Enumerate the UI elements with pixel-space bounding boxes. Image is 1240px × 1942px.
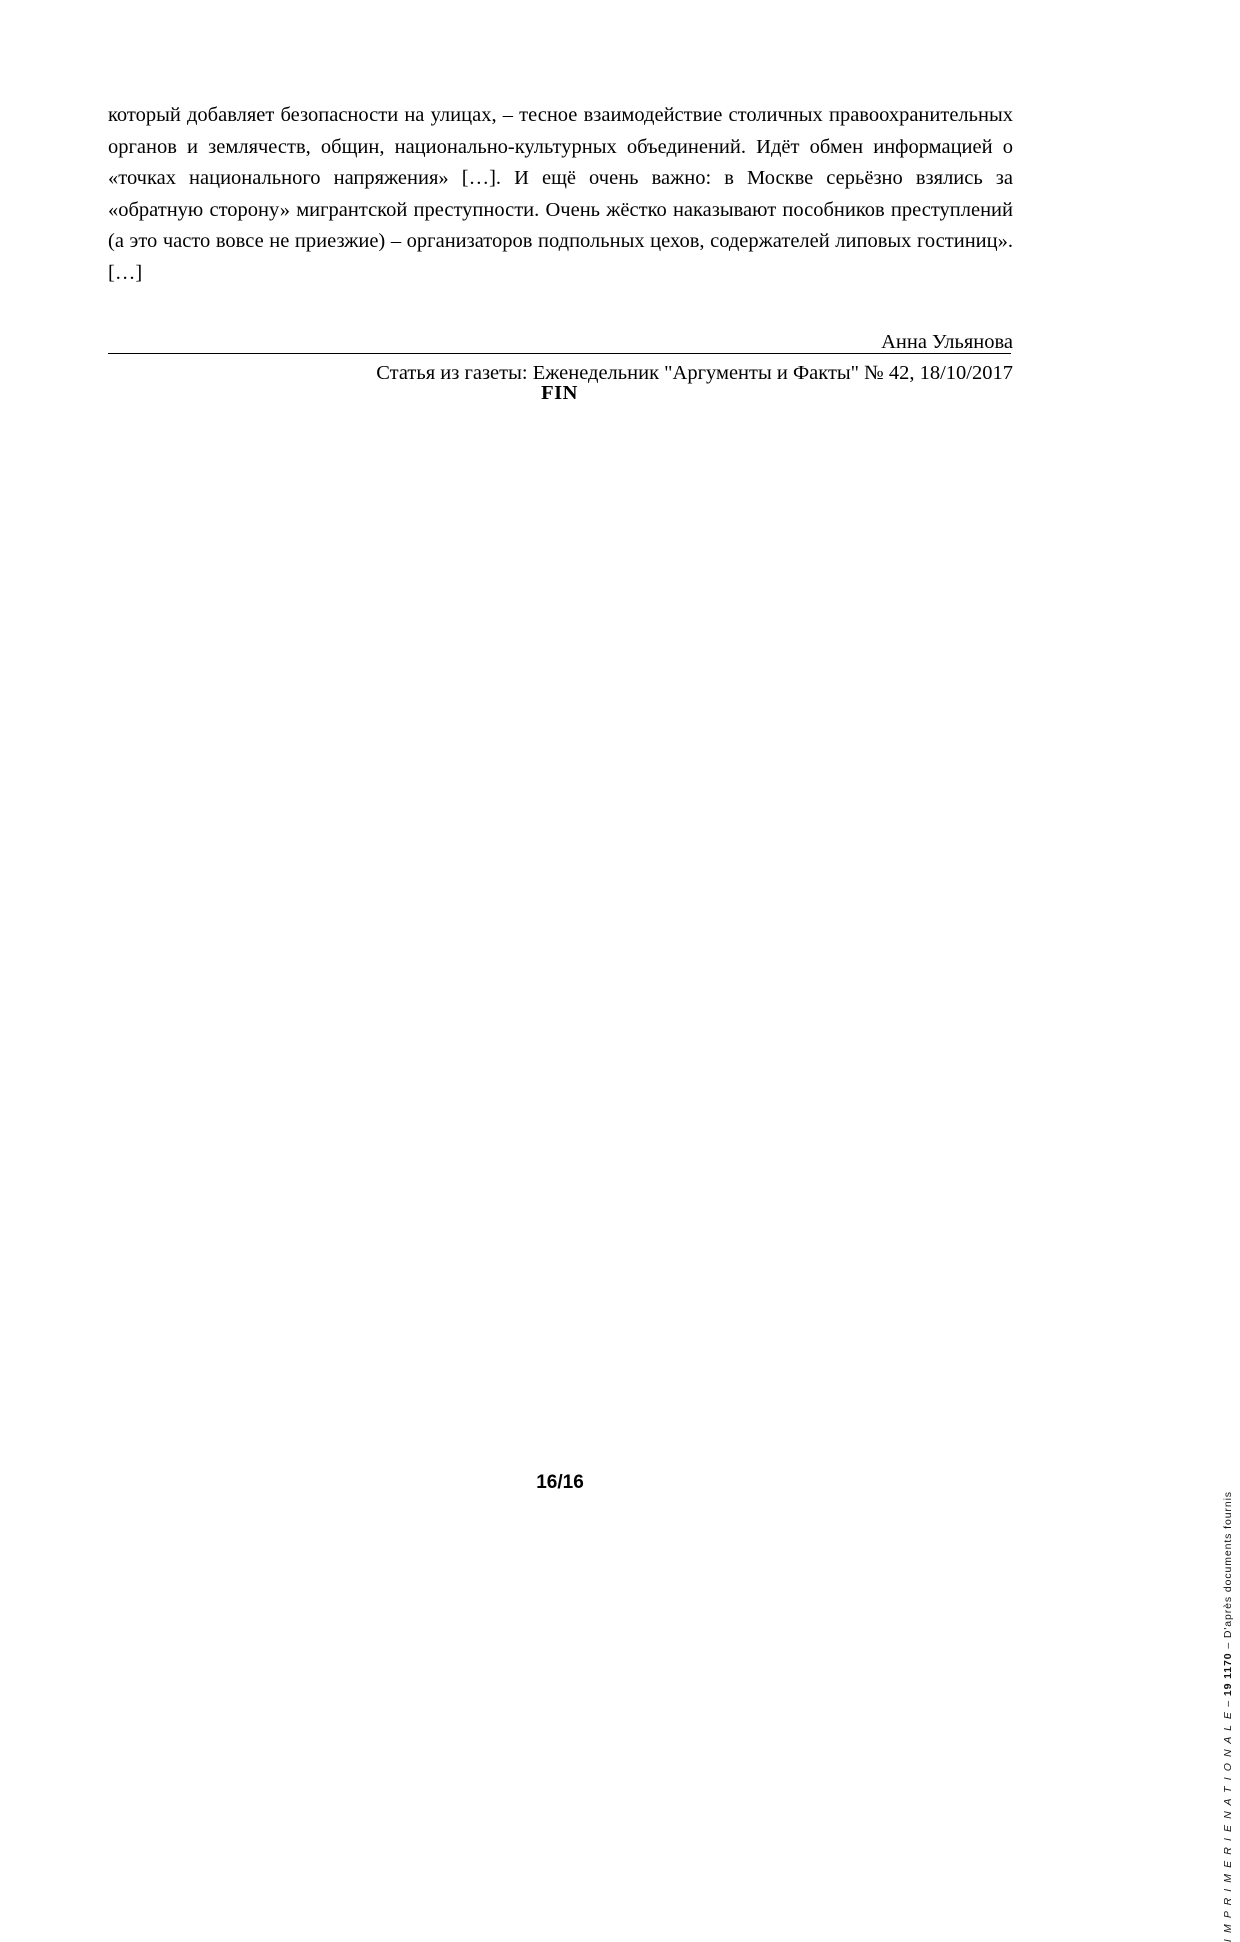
side-note-separator: – — [1222, 1696, 1234, 1711]
source-citation: Статья из газеты: Еженедельник "Аргументы и Факты" № 42, 18/10/2017 — [376, 362, 1013, 385]
printer-side-note — [1222, 1491, 1234, 1942]
body-paragraph: который добавляет безопасности на улицах, – тесное взаимодействие столичных правоохранительных органов и землячеств, общин, национально-культурных объединений. Идёт обмен информацией о «точках национального напряжения» […]. И ещё очень важно: в Москве серьёзно взялись за «обратную сторону» мигрантской преступности. Очень жёстко наказывают пособников преступлений (а это часто вовсе не приезжие) – организаторов подпольных цехов, содержателей липовых гостиниц». […] — [108, 104, 1013, 284]
printer-name: I M P R I M E R I E N A T I O N A L E — [1222, 1710, 1234, 1942]
printer-code: 19 1170 — [1222, 1652, 1234, 1697]
end-marker: FIN — [541, 382, 578, 404]
horizontal-divider — [108, 353, 1011, 354]
page-number: 16/16 — [536, 1472, 584, 1493]
signature-block — [108, 327, 1013, 389]
printer-note-tail: – D'après documents fournis — [1222, 1491, 1234, 1653]
page-content — [108, 100, 1013, 389]
author-name: Анна Ульянова — [881, 331, 1013, 354]
